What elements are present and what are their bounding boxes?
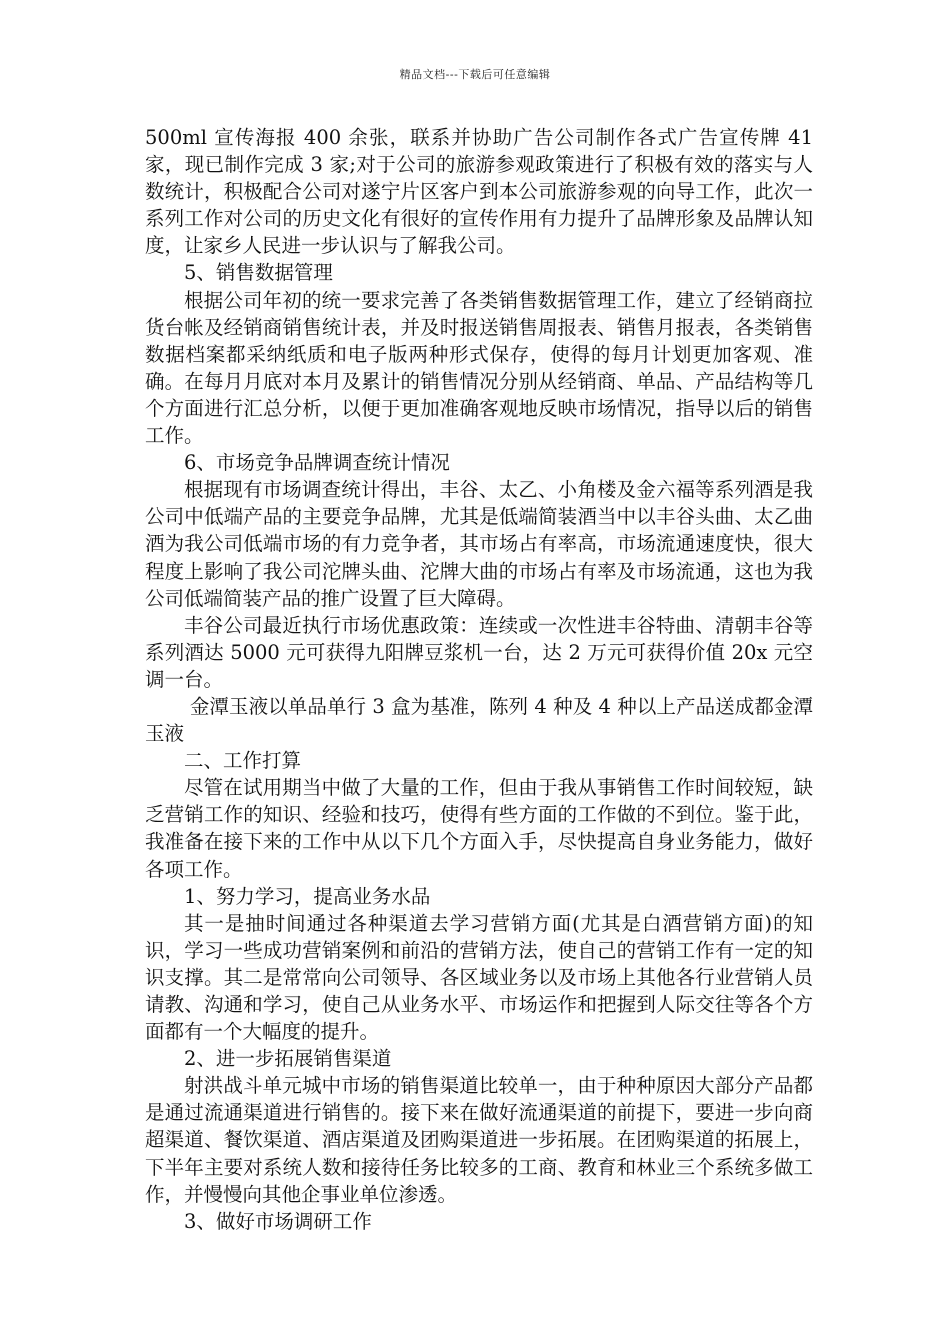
heading-channels: 2、进一步拓展销售渠道 [184, 1047, 392, 1071]
page-header: 精品文档---下载后可任意编辑 [399, 68, 551, 81]
heading-market-research: 3、做好市场调研工作 [184, 1209, 372, 1233]
heading-sales-data: 5、销售数据管理 [184, 261, 333, 285]
paragraph-channels: 射洪战斗单元城中市场的销售渠道比较单一，由于种种原因大部分产品都是通过流通渠道进行销售的。接下来在做好流通渠道的前提下，要进一步向商超渠道、餐饮渠道、酒店渠道及团购渠道进一步拓展。在团购渠道的拓展上，下半年主要对系统人数和接待任务比较多的工商、教育和林业三个系统多做工作，并慢慢向其他企事业单位渗透。 [145, 1074, 813, 1206]
paragraph-competition: 根据现有市场调查统计得出，丰谷、太乙、小角楼及金六福等系列酒是我公司中低端产品的主要竞争品牌，尤其是低端简装酒当中以丰谷头曲、太乙曲酒为我公司低端市场的有力竞争者，其市场占有率高，市场流通速度快，很大程度上影响了我公司沱牌头曲、沱牌大曲的市场占有率及市场流通，这也为我公司低端简装产品的推广设置了巨大障碍。 [145, 478, 813, 610]
paragraph-study: 其一是抽时间通过各种渠道去学习营销方面(尤其是白酒营销方面)的知识，学习一些成功营销案例和前沿的营销方法，使自己的营销工作有一定的知识支撑。其二是常常向公司领导、各区域业务以及市场上其他各行业营销人员请教、沟通和学习，使自己从业务水平、市场运作和把握到人际交往等各个方面都有一个大幅度的提升。 [145, 911, 813, 1044]
paragraph-promotion: 500ml 宣传海报 400 余张，联系并协助广告公司制作各式广告宣传牌 41 家，现已制作完成 3 家;对于公司的旅游参观政策进行了积极有效的落实与人数统计，积极配合公司对遂宁片区客户到本公司旅游参观的向导工作，此次一系列工作对公司的历史文化有很好的宣传作用有力提升了品牌形象及品牌认知度，让家乡人民进一步认识与了解我公司。 [145, 126, 813, 258]
heading-competition: 6、市场竞争品牌调查统计情况 [184, 451, 450, 475]
heading-work-plan: 二、工作打算 [184, 749, 302, 773]
paragraph-sales-data: 根据公司年初的统一要求完善了各类销售数据管理工作，建立了经销商拉货台帐及经销商销售统计表，并及时报送销售周报表、销售月报表，各类销售数据档案都采纳纸质和电子版两种形式保存，使得的每月计划更加客观、准确。在每月月底对本月及累计的销售情况分别从经销商、单品、产品结构等几个方面进行汇总分析，以便于更加准确客观地反映市场情况，指导以后的销售工作。 [145, 288, 813, 448]
paragraph-work-plan: 尽管在试用期当中做了大量的工作，但由于我从事销售工作时间较短，缺乏营销工作的知识、经验和技巧，使得有些方面的工作做的不到位。鉴于此，我准备在接下来的工作中从以下几个方面入手，尽快提高自身业务能力，做好各项工作。 [145, 776, 813, 881]
heading-study: 1、努力学习，提高业务水品 [184, 884, 431, 908]
paragraph-fenggu-policy: 丰谷公司最近执行市场优惠政策：连续或一次性进丰谷特曲、清朝丰谷等系列酒达 5000 元可获得九阳牌豆浆机一台，达 2 万元可获得价值 20x 元空调一台。 [145, 613, 813, 691]
paragraph-jintan: 金潭玉液以单品单行 3 盒为基准，陈列 4 种及 4 种以上产品送成都金潭玉液 [145, 694, 813, 746]
document-body [145, 124, 813, 1235]
